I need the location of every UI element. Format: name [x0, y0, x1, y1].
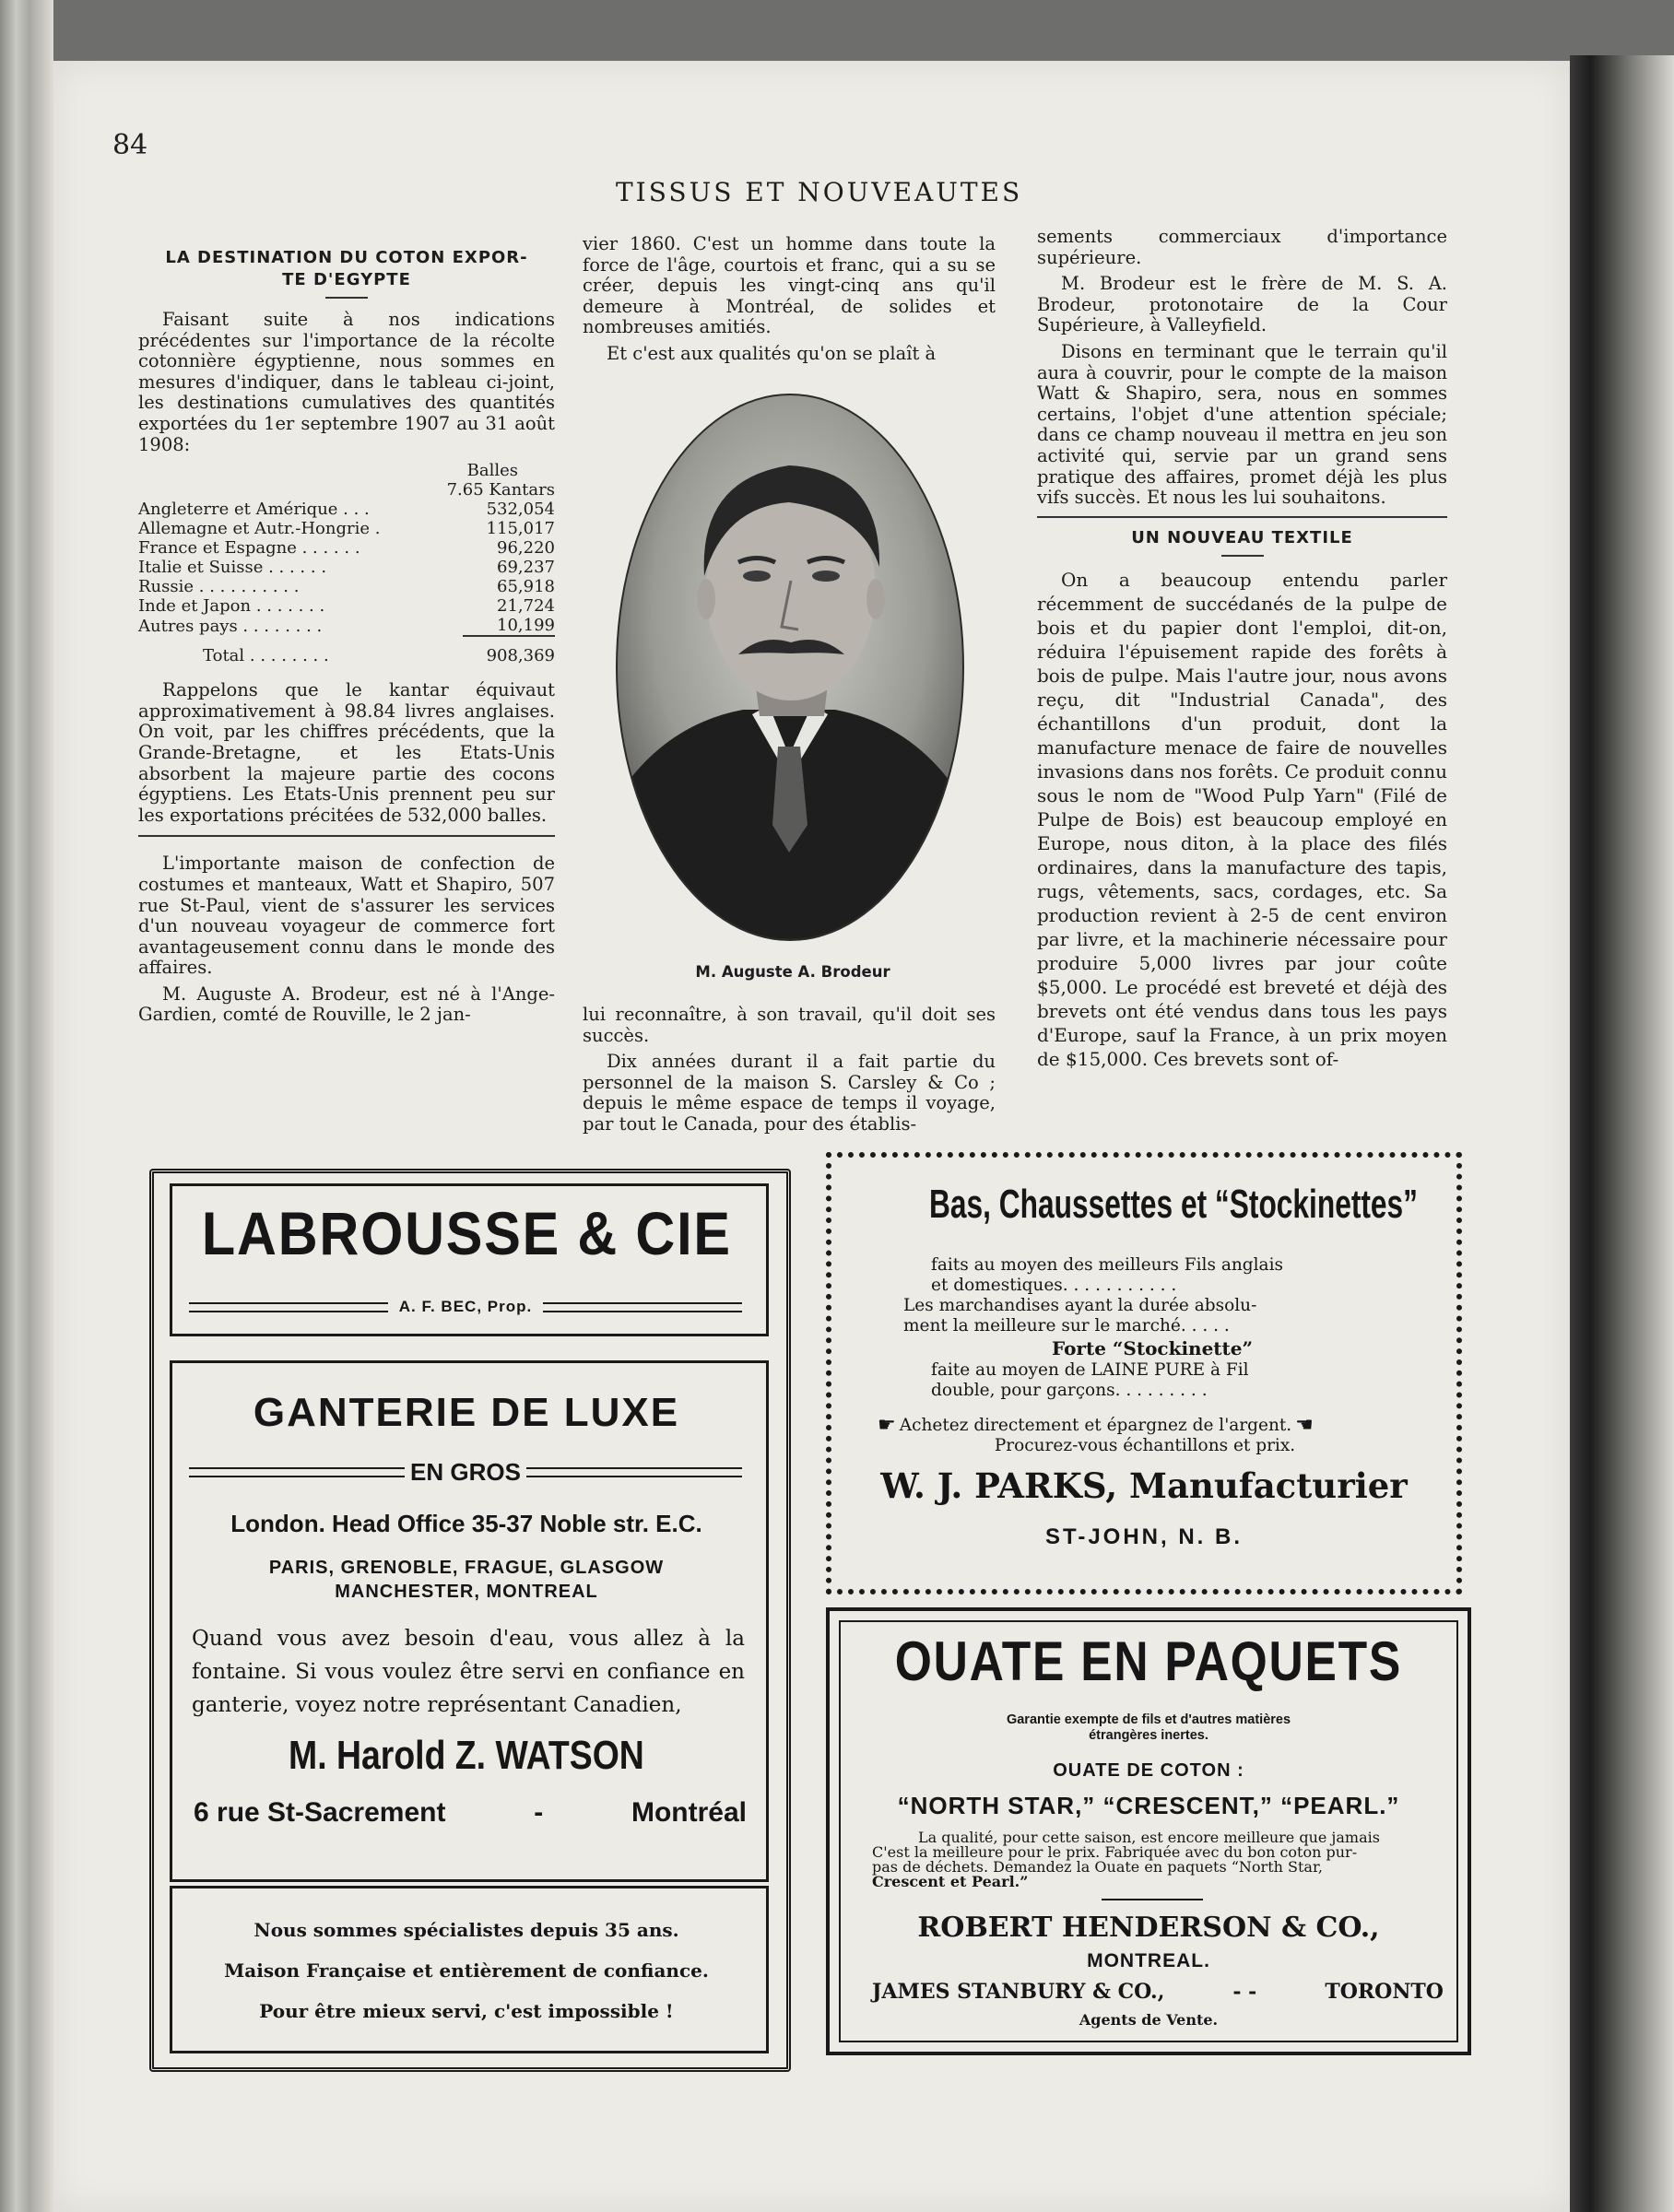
watt-shapiro-paragraph: L'importante maison de confection de costumes et manteaux, Watt et Shapiro, 507 rue St-Paul, vient de s'assurer les services d'un nouveau voyageur de commerce fort avantageusement connu dans le monde des affaires.	[138, 853, 555, 979]
ad-ganterie-title: GANTERIE DE LUXE	[253, 1390, 680, 1435]
ad-parks-body	[903, 1255, 1373, 1401]
table-head-balles: Balles	[466, 461, 518, 481]
ad-london-office: London. Head Office 35-37 Noble str. E.C.	[230, 1510, 702, 1537]
ad-ouate-quality-2: C'est la meilleure pour le prix. Fabriquée avec du bon coton pur-	[872, 1843, 1358, 1861]
ad-ouate-agent-row	[872, 1980, 1444, 2004]
ad-parks-action-row	[878, 1416, 1412, 1436]
destination-cell: Russie . . . . . . . . . .	[138, 577, 300, 597]
ad-ouate-montreal: MONTREAL.	[1087, 1950, 1210, 1971]
col3-paragraph-1: sements commerciaux d'importance supérieure.	[1037, 226, 1447, 268]
ad-footer-line-3: Pour être mieux servi, c'est impossible !	[259, 2000, 674, 2022]
table-row	[138, 596, 555, 616]
ad-ouate-guarantee	[841, 1712, 1456, 1744]
ad-ouate-coton: OUATE DE COTON :	[1053, 1760, 1244, 1781]
table-head-kantars: 7.65 Kantars	[446, 480, 555, 500]
ad-ouate-agent-dash: - -	[1232, 1980, 1257, 2004]
ad-ouate-toronto: TORONTO	[1325, 1980, 1444, 2004]
ad-footer-line-1: Nous sommes spécialistes depuis 35 ans.	[253, 1919, 679, 1941]
ad-parks-line-4: ment la meilleure sur le marché. . . . .	[903, 1316, 1230, 1335]
section-rule	[1037, 516, 1447, 518]
ad-labrousse-prop: A. F. BEC, Prop.	[398, 1298, 533, 1315]
column-2-bottom	[583, 1005, 996, 1141]
ad-cities-2: MANCHESTER, MONTREAL	[335, 1582, 598, 1602]
portrait-caption: M. Auguste A. Brodeur	[695, 963, 890, 981]
ad-ouate-brands: “NORTH STAR,” “CRESCENT,” “PEARL.”	[897, 1792, 1400, 1819]
ad-parks-line-5: faite au moyen de LAINE PURE à Fil	[931, 1360, 1249, 1380]
ad-footer-line-2: Maison Française et entièrement de confiance.	[224, 1959, 709, 1982]
ad-ouate-quality-1: La qualité, pour cette saison, est encore meilleure que jamais	[918, 1829, 1380, 1846]
col2-top-paragraph-2: Et c'est aux qualités qu'on se plaît à	[607, 342, 937, 364]
ad-ganterie-body: Quand vous avez besoin d'eau, vous allez à la fontaine. Si vous voulez être servi en confiance en ganterie, voyez notre représentant Canadien,	[192, 1627, 745, 1717]
table-row	[138, 519, 555, 538]
ornament-line	[189, 1467, 405, 1477]
ornament-line	[543, 1302, 742, 1312]
ad-parks-city: ST-JOHN, N. B.	[1044, 1524, 1244, 1549]
heading-rule	[325, 297, 368, 299]
article-heading-line1: LA DESTINATION DU COTON EXPOR-	[165, 248, 528, 267]
pointing-hand-left-icon: ☚	[1295, 1414, 1314, 1437]
col3-paragraph-3: Disons en terminant que le terrain qu'il aura à couvrir, pour le compte de la maison Watt & Shapiro, sera, nous en sommes certains, l'objet d'une attention spéciale; dans ce champ nouveau il mettra en jeu son activité qui, servie par un grand sens pratique des affaires, promet déjà les plus vifs succès. Et nous les lui souhaitons.	[1037, 340, 1447, 509]
ad-address-dash: -	[534, 1797, 544, 1828]
value-cell: 10,199	[463, 616, 555, 636]
pointing-hand-icon: ☛	[878, 1414, 896, 1437]
ad-rep-name: M. Harold Z. WATSON	[289, 1733, 644, 1778]
value-cell: 96,220	[497, 538, 555, 559]
col2-top-paragraph: vier 1860. C'est un homme dans toute la force de l'âge, courtois et franc, qui a su se créer, depuis les vingt-cinq ans qu'il demeure à Montréal, de solides et nombreuses amitiés.	[583, 233, 996, 338]
textile-paragraph: On a beaucoup entendu parler récemment de succédanés de la pulpe de bois et du papier dont l'emploi, dit-on, réduira l'épuisement rapide des forêts à bois de pulpe. Mais l'autre jour, nous avons reçu, dit "Industrial Canada", des échantillons d'un produit, dont la manufacture menace de faire de nouvelles invasions dans nos forêts. Ce produit connu sous le nom de "Wood Pulp Yarn" (Filé de Pulpe de Bois) est beaucoup employé en Europe, nous diton, à la place des filés ordinaires, dans la manufacture des tapis, rugs, vêtements, sacs, cordages, etc. Sa production revient à 2-5 de cent environ par livre, et la machinerie nécessaire pour produire 5,000 livres par jour coûte $5,000. Le procédé est breveté et déjà des brevets ont été vendus dans tous les pays d'Europe, sauf la France, à un prix moyen de $15,000. Ces brevets sont of-	[1037, 568, 1447, 1070]
ad-parks-line-3: Les marchandises ayant la durée absolu-	[903, 1296, 1257, 1315]
destination-cell: France et Espagne . . . . . .	[138, 538, 360, 559]
ad-ouate-quality-3: pas de déchets. Demandez la Ouate en paquets “North Star,	[872, 1858, 1323, 1876]
total-label: Total . . . . . . . .	[203, 645, 329, 665]
value-cell: 65,918	[497, 577, 555, 597]
ad-ouate-agents-label: Agents de Vente.	[1079, 2011, 1219, 2029]
ad-labrousse-name: LABROUSSE & CIE	[201, 1199, 732, 1267]
ad-labrousse-prop-line	[189, 1298, 742, 1316]
table-row	[138, 558, 555, 577]
ad-parks-line-2: et domestiques. . . . . . . . . . .	[931, 1276, 1177, 1295]
value-cell: 21,724	[497, 596, 555, 617]
column-2-top	[583, 234, 996, 371]
page-number: 84	[112, 129, 148, 161]
destination-cell: Allemagne et Autr.-Hongrie .	[138, 519, 381, 539]
ad-parks-line-6: double, pour garçons. . . . . . . . .	[931, 1381, 1208, 1400]
textile-heading: UN NOUVEAU TEXTILE	[1131, 527, 1353, 547]
ad-parks-maker: W. J. PARKS, Manufacturier	[880, 1465, 1408, 1506]
ad-address-right: Montréal	[631, 1797, 747, 1828]
ad-ouate-title-wrap	[841, 1630, 1456, 1693]
ad-rep-wrap	[171, 1733, 761, 1779]
section-rule	[138, 835, 555, 837]
export-table	[138, 500, 555, 665]
col3-paragraph-2: M. Brodeur est le frère de M. S. A. Brodeur, protonotaire de la Cour Supérieure, à Valleyfield.	[1037, 273, 1447, 336]
ad-parks-line-1: faits au moyen des meilleurs Fils anglais	[931, 1255, 1283, 1275]
ad-ouate-rule	[1102, 1899, 1203, 1900]
portrait-svg	[614, 392, 967, 943]
table-row	[138, 616, 555, 636]
ad-cities-1: PARIS, GRENOBLE, FRAGUE, GLASGOW	[268, 1558, 665, 1578]
value-cell: 532,054	[486, 500, 555, 520]
running-head: TISSUS ET NOUVEAUTES	[616, 177, 1023, 207]
ad-parks-title: Bas, Chaussettes et “Stockinettes”	[929, 1182, 1419, 1227]
intro-paragraph: Faisant suite à nos indications précédentes sur l'importance de la récolte cotonnière égyptienne, nous sommes en mesures d'indiquer, dans le tableau ci-joint, les destinations cumulatives des quantités exportées du 1er septembre 1907 au 31 août 1908:	[138, 309, 555, 455]
book-edge-right	[1570, 55, 1674, 2212]
table-row	[138, 538, 555, 558]
col2-bottom-paragraph: lui reconnaître, à son travail, qu'il doit ses succès.	[583, 1004, 996, 1046]
destination-cell: Angleterre et Amérique . . .	[138, 500, 370, 520]
ad-ouate-company: ROBERT HENDERSON & CO.,	[917, 1912, 1380, 1944]
ornament-line	[526, 1467, 742, 1477]
destination-cell: Italie et Suisse . . . . . .	[138, 558, 327, 578]
ad-parks-action	[878, 1416, 1412, 1456]
ad-labrousse-name-wrap	[171, 1198, 761, 1268]
destination-cell: Autres pays . . . . . . . .	[138, 616, 323, 636]
value-cell: 69,237	[497, 558, 555, 578]
ad-en-gros-line	[189, 1458, 742, 1487]
ad-ouate-guarantee-2: étrangères inertes.	[1089, 1728, 1208, 1743]
ad-ouate-title: OUATE EN PAQUETS	[894, 1630, 1403, 1692]
kantar-paragraph: Rappelons que le kantar équivaut approximativement à 98.84 livres anglaises. On voit, par les chiffres précédents, que la Grande-Bretagne, et les Etats-Unis absorbent la majeure partie des cocons égyptiens. Les Etats-Unis prennent peu sur les exportations précitées de 532,000 balles.	[138, 679, 555, 826]
ad-ouate-agent: JAMES STANBURY & CO.,	[872, 1980, 1165, 2004]
ad-address-row	[194, 1797, 747, 1829]
table-row	[138, 500, 555, 519]
ad-parks-line-8: Procurez-vous échantillons et prix.	[994, 1436, 1296, 1455]
table-row	[138, 577, 555, 596]
ad-ouate-quality-4: Crescent et Pearl.”	[872, 1873, 1029, 1890]
ornament-line	[189, 1302, 388, 1312]
total-value: 908,369	[486, 646, 555, 666]
ad-footer-text	[171, 1910, 761, 2031]
ad-parks-line-7: Achetez directement et épargnez de l'argent.	[899, 1416, 1292, 1435]
destination-cell: Inde et Japon . . . . . . .	[138, 596, 325, 617]
ad-parks-forte: Forte “Stockinette”	[1051, 1337, 1254, 1359]
ad-address-left: 6 rue St-Sacrement	[194, 1797, 446, 1828]
book-binding-left	[0, 0, 53, 2212]
portrait-photo	[614, 392, 967, 943]
col2-bottom-paragraph-2: Dix années durant il a fait partie du personnel de la maison S. Carsley & Co ; depuis le même espace de temps il voyage, par tout le Canada, pour des établis-	[583, 1051, 996, 1135]
column-1	[138, 247, 555, 1031]
ad-ouate-quality	[872, 1830, 1434, 1889]
table-header	[138, 461, 555, 500]
ad-parks-title-wrap	[834, 1182, 1454, 1228]
table-total-row	[138, 636, 555, 665]
ad-ouate-guarantee-1: Garantie exempte de fils et d'autres matières	[1006, 1712, 1291, 1727]
column-3	[1037, 227, 1447, 1077]
ad-en-gros: EN GROS	[410, 1458, 521, 1486]
brodeur-paragraph: M. Auguste A. Brodeur, est né à l'Ange-Gardien, comté de Rouville, le 2 jan-	[138, 982, 555, 1026]
article-heading-line2: TE D'EGYPTE	[282, 270, 411, 289]
value-cell: 115,017	[486, 519, 555, 539]
heading-rule	[1221, 555, 1264, 557]
